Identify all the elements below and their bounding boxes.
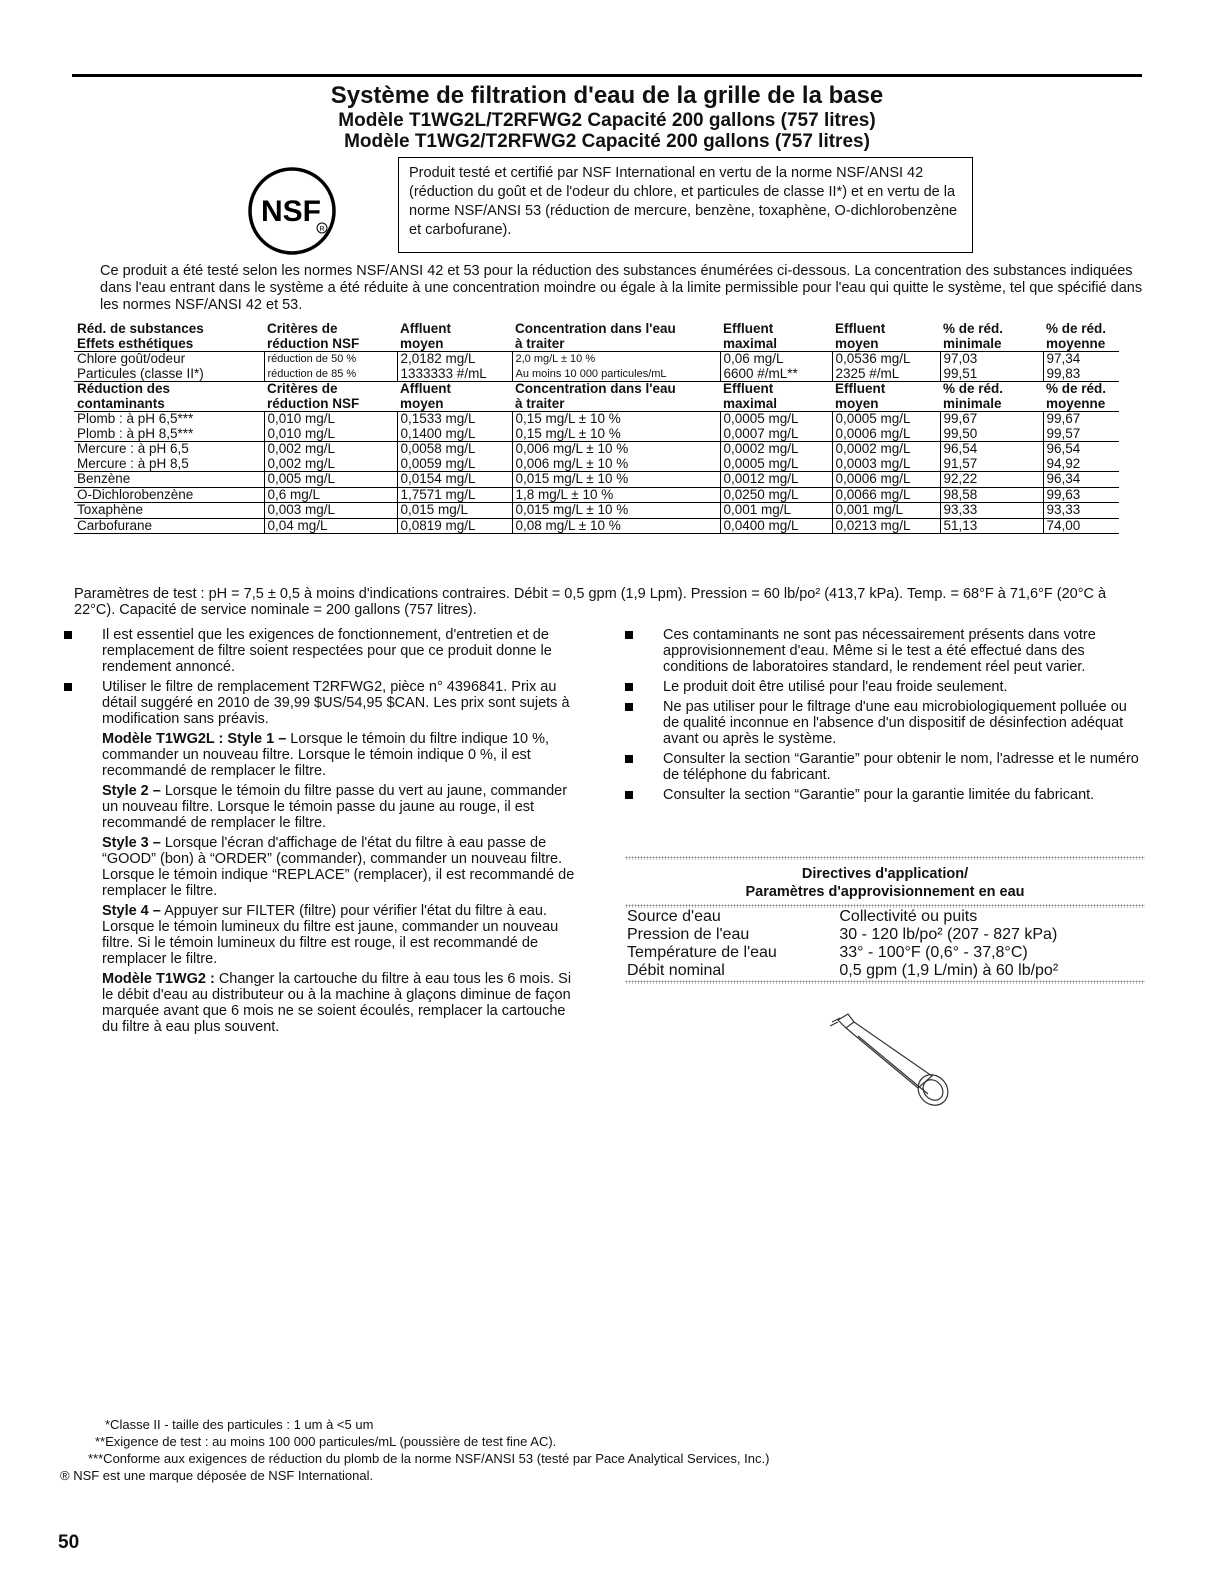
- table-row: Source d'eau Collectivité ou puits: [627, 908, 978, 925]
- column-header: Effluent moyen: [835, 322, 886, 351]
- bullet-square-icon: [625, 755, 633, 763]
- bullet-square-icon: [64, 631, 72, 639]
- table-header-row: [74, 322, 1119, 352]
- table-cell: 97,03: [940, 352, 1043, 367]
- footnote: **Exigence de test : au moins 100 000 particules/mL (poussière de test fine AC).: [95, 1434, 557, 1449]
- table-cell: 0,002 mg/L: [264, 442, 397, 457]
- column-header: % de réd. minimale: [940, 382, 1043, 412]
- column-header: Effluent maximal: [720, 382, 832, 412]
- top-rule: [72, 74, 1142, 77]
- table-cell: 0,0536 mg/L: [832, 352, 940, 367]
- left-column: [64, 627, 584, 1039]
- table-cell: 96,34: [1043, 472, 1119, 488]
- table-cell: 0,15 mg/L ± 10 %: [512, 412, 720, 427]
- svg-text:R: R: [319, 226, 325, 233]
- bullet-square-icon: [625, 703, 633, 711]
- table-row: [74, 352, 1119, 367]
- table-cell: 0,001 mg/L: [720, 503, 832, 519]
- list-item: Il est essentiel que les exigences de fonctionnement, d'entretien et de remplacement de filtre soient respectées pour que ce produit donne le rendement annoncé.: [64, 627, 584, 675]
- column-header: % de réd. minimale: [943, 322, 1004, 351]
- column-header: Affluent moyen: [397, 382, 512, 412]
- table-cell: 0,015 mg/L ± 10 %: [512, 503, 720, 519]
- table-row: [74, 427, 1119, 442]
- table-cell: 0,010 mg/L: [264, 412, 397, 427]
- table-cell: Particules (classe II*): [77, 366, 204, 381]
- table-cell: 0,0059 mg/L: [397, 457, 512, 472]
- footnote: ***Conforme aux exigences de réduction du plomb de la norme NSF/ANSI 53 (testé par Pace Analytical Services, Inc.): [88, 1451, 770, 1466]
- trademark-note: ® NSF est une marque déposée de NSF International.: [60, 1468, 374, 1483]
- table-header-row: [74, 382, 1119, 412]
- table-cell: 0,0007 mg/L: [720, 427, 832, 442]
- table-cell: 0,0066 mg/L: [832, 487, 940, 503]
- table-cell: Plomb : à pH 6,5***: [74, 412, 264, 427]
- table-cell: 0,006 mg/L ± 10 %: [512, 457, 720, 472]
- column-header: Concentration dans l'eau à traiter: [515, 322, 676, 351]
- table-cell: réduction de 50 %: [264, 352, 397, 367]
- table-cell: 98,58: [940, 487, 1043, 503]
- list-item: Utiliser le filtre de remplacement T2RFWG2, pièce n° 4396841. Prix au détail suggéré en 2010 de 39,99 $US/54,95 $CAN. Les prix sont sujets à modification sans préavis.: [64, 679, 584, 727]
- table-row: Débit nominal 0,5 gpm (1,9 L/min) à 60 lb/po²: [627, 962, 1059, 979]
- table-cell: 0,0400 mg/L: [720, 518, 832, 534]
- table-cell: 0,0003 mg/L: [832, 457, 940, 472]
- table-row: Pression de l'eau 30 - 120 lb/po² (207 - 827 kPa): [627, 926, 1058, 943]
- table-row: [74, 442, 1119, 457]
- table-cell: 0,0005 mg/L: [832, 412, 940, 427]
- table-cell: 97,34: [1043, 352, 1119, 367]
- table-cell: Chlore goût/odeur: [74, 352, 264, 367]
- table-row: [74, 518, 1119, 534]
- model-subtitle-2: Modèle T1WG2/T2RFWG2 Capacité 200 gallons (757 litres): [344, 131, 870, 152]
- table-cell: 0,0002 mg/L: [832, 442, 940, 457]
- bullet-square-icon: [625, 791, 633, 799]
- table-cell: 1333333 #/mL: [397, 367, 512, 382]
- table-cell: réduction de 85 %: [264, 367, 397, 382]
- page-number: 50: [58, 1532, 80, 1553]
- column-header: % de réd. moyenne: [1043, 382, 1119, 412]
- table-cell: 0,005 mg/L: [264, 472, 397, 488]
- table-cell: 0,04 mg/L: [264, 518, 397, 534]
- nsf-certification-box: Produit testé et certifié par NSF International en vertu de la norme NSF/ANSI 42 (réduction du goût et de l'odeur du chlore, et particules de classe II*) et en vertu de la norme NSF/ANSI 53 (réduction de mercure, benzène, toxaphène, O-dichlorobenzène et carbofurane).: [398, 157, 973, 253]
- table-cell: Toxaphène: [74, 503, 264, 519]
- right-column: [625, 627, 1145, 807]
- table-cell: 94,92: [1043, 457, 1119, 472]
- table-row: [74, 503, 1119, 519]
- table-cell: 0,0006 mg/L: [832, 427, 940, 442]
- table-cell: 0,001 mg/L: [832, 503, 940, 519]
- column-header: Critères de réduction NSF: [264, 382, 397, 412]
- footnotes: [60, 1416, 1160, 1484]
- table-cell: Plomb : à pH 8,5***: [77, 426, 194, 441]
- list-item: Consulter la section “Garantie” pour la garantie limitée du fabricant.: [625, 787, 1145, 803]
- list-item: Le produit doit être utilisé pour l'eau froide seulement.: [625, 679, 1145, 695]
- column-header: % de réd. moyenne: [1046, 322, 1107, 351]
- table-cell: 0,1533 mg/L: [397, 412, 512, 427]
- table-cell: 99,50: [940, 427, 1043, 442]
- column-header: Concentration dans l'eau à traiter: [512, 382, 720, 412]
- model-subtitle-1: Modèle T1WG2L/T2RFWG2 Capacité 200 gallons (757 litres): [338, 110, 876, 131]
- table-cell: Mercure : à pH 6,5: [74, 442, 264, 457]
- list-item: Ces contaminants ne sont pas nécessairement présents dans votre approvisionnement d'eau. Même si le test a été effectué dans des conditions de laboratoires standard, le rendement réel peut varier.: [625, 627, 1145, 675]
- table-cell: 6600 #/mL**: [720, 367, 832, 382]
- footnote: *Classe II - taille des particules : 1 um à <5 um: [105, 1417, 374, 1432]
- table-cell: 2,0 mg/L ± 10 %: [512, 352, 720, 367]
- table-cell: 1,8 mg/L ± 10 %: [512, 487, 720, 503]
- dotted-divider: [625, 856, 1145, 860]
- water-filter-cartridge-illustration: [818, 1010, 968, 1110]
- column-header: Réd. de substances Effets esthétiques: [77, 322, 204, 351]
- table-cell: 99,51: [940, 367, 1043, 382]
- list-item: Ne pas utiliser pour le filtrage d'une eau microbiologiquement polluée ou de qualité inconnue en l'absence d'un dispositif de désinfection adéquat avant ou après le système.: [625, 699, 1145, 747]
- table-cell: Carbofurane: [74, 518, 264, 534]
- table-cell: 91,57: [940, 457, 1043, 472]
- table-cell: 51,13: [940, 518, 1043, 534]
- style-2-instruction: Style 2 – Lorsque le témoin du filtre passe du vert au jaune, commander un nouveau filtre. Lorsque le témoin passe du jaune au rouge, il est recommandé de remplacer le filtre.: [102, 783, 568, 831]
- bullet-square-icon: [64, 683, 72, 691]
- table-cell: 0,0058 mg/L: [397, 442, 512, 457]
- table-cell: 96,54: [1043, 442, 1119, 457]
- table-cell: 0,0250 mg/L: [720, 487, 832, 503]
- table-cell: 0,015 mg/L ± 10 %: [512, 472, 720, 488]
- style-1-instruction: Modèle T1WG2L : Style 1 – Lorsque le témoin du filtre indique 10 %, commander un nouveau filtre. Lorsque le témoin indique 0 %, il est recommandé de remplacer le filtre.: [102, 731, 550, 779]
- page-header: [72, 82, 1142, 152]
- column-header: Effluent maximal: [723, 322, 778, 351]
- table-cell: 0,0002 mg/L: [720, 442, 832, 457]
- bullet-square-icon: [625, 683, 633, 691]
- table-cell: 0,0213 mg/L: [832, 518, 940, 534]
- table-cell: 0,0012 mg/L: [720, 472, 832, 488]
- table-cell: 99,63: [1043, 487, 1119, 503]
- list-item: Consulter la section “Garantie” pour obtenir le nom, l'adresse et le numéro de téléphone du fabricant.: [625, 751, 1145, 783]
- table-cell: 92,22: [940, 472, 1043, 488]
- table-cell: 0,08 mg/L ± 10 %: [512, 518, 720, 534]
- bullet-square-icon: [625, 631, 633, 639]
- table-cell: 74,00: [1043, 518, 1119, 534]
- table-cell: 93,33: [940, 503, 1043, 519]
- table-cell: 99,67: [940, 412, 1043, 427]
- test-parameters: Paramètres de test : pH = 7,5 ± 0,5 à moins d'indications contraires. Débit = 0,5 gpm (1,9 Lpm). Pression = 60 lb/po² (413,7 kPa). Temp. = 68°F à 71,6°F (20°C à 22°C). Capacité de service nominale = 200 gallons (757 litres).: [74, 586, 1107, 618]
- table-cell: O-Dichlorobenzène: [74, 487, 264, 503]
- page-title: Système de filtration d'eau de la grille de la base: [330, 82, 884, 109]
- style-3-instruction: Style 3 – Lorsque l'écran d'affichage de l'état du filtre à eau passe de “GOOD” (bon) à “ORDER” (commander), commander un nouveau filtre. Lorsque le témoin indique “REPLACE” (remplacer), il est recommandé de remplacer le filtre.: [102, 835, 575, 899]
- table-row: [74, 487, 1119, 503]
- table-row: [74, 457, 1119, 472]
- table-cell: 0,6 mg/L: [264, 487, 397, 503]
- table-cell: Au moins 10 000 particules/mL: [512, 367, 720, 382]
- table-cell: 0,1400 mg/L: [397, 427, 512, 442]
- guidelines-heading: Directives d'application/ Paramètres d'approvisionnement en eau: [745, 866, 1025, 900]
- table-cell: 0,002 mg/L: [264, 457, 397, 472]
- guidelines-table: [625, 908, 1145, 980]
- model-t1wg2-instruction: Modèle T1WG2 : Changer la cartouche du filtre à eau tous les 6 mois. Si le débit d'eau au distributeur ou à la machine à glaçons diminue de façon marquée avant que 6 mois ne se soient écoulés, remplacer la cartouche du filtre à eau plus souvent.: [102, 971, 572, 1035]
- table-cell: 0,0005 mg/L: [720, 412, 832, 427]
- column-header: Réduction des contaminants: [74, 382, 264, 412]
- table-cell: 0,15 mg/L ± 10 %: [512, 427, 720, 442]
- table-row: [74, 472, 1119, 488]
- nsf-logo: [247, 166, 337, 256]
- application-guidelines: [625, 856, 1145, 984]
- performance-data-table: [74, 322, 1119, 534]
- table-row: [74, 367, 1119, 382]
- table-cell: 0,006 mg/L ± 10 %: [512, 442, 720, 457]
- svg-text:NSF: NSF: [261, 195, 321, 228]
- table-cell: 96,54: [940, 442, 1043, 457]
- table-row: Température de l'eau 33° - 100°F (0,6° - 37,8°C): [627, 944, 1028, 961]
- table-row: [74, 412, 1119, 427]
- column-header: Critères de réduction NSF: [267, 322, 360, 351]
- table-cell: 0,010 mg/L: [264, 427, 397, 442]
- table-cell: 0,0154 mg/L: [397, 472, 512, 488]
- table-cell: 0,06 mg/L: [720, 352, 832, 367]
- table-cell: Benzène: [74, 472, 264, 488]
- column-header: Affluent moyen: [400, 322, 451, 351]
- table-cell: 99,83: [1043, 367, 1119, 382]
- table-cell: 0,003 mg/L: [264, 503, 397, 519]
- table-cell: 0,0819 mg/L: [397, 518, 512, 534]
- dotted-divider: [625, 980, 1145, 984]
- table-cell: 2325 #/mL: [832, 367, 940, 382]
- table-cell: 99,57: [1043, 427, 1119, 442]
- table-cell: Mercure : à pH 8,5: [77, 456, 189, 471]
- column-header: Effluent moyen: [832, 382, 940, 412]
- table-cell: 99,67: [1043, 412, 1119, 427]
- style-4-instruction: Style 4 – Appuyer sur FILTER (filtre) pour vérifier l'état du filtre à eau. Lorsque le témoin lumineux du filtre est jaune, commander un nouveau filtre. Si le témoin lumineux du filtre est rouge, il est recommandé de remplacer le filtre.: [102, 903, 559, 967]
- table-cell: 93,33: [1043, 503, 1119, 519]
- intro-paragraph: Ce produit a été testé selon les normes NSF/ANSI 42 et 53 pour la réduction des substances énumérées ci-dessous. La concentration des substances indiquées dans l'eau entrant dans le système a été réduite à une concentration moindre ou égale à la limite permissible pour l'eau qui quitte le système, tel que spécifié dans les normes NSF/ANSI 42 et 53.: [100, 263, 1143, 313]
- table-cell: 1,7571 mg/L: [397, 487, 512, 503]
- table-cell: 0,0006 mg/L: [832, 472, 940, 488]
- table-cell: 0,015 mg/L: [397, 503, 512, 519]
- table-cell: 2,0182 mg/L: [397, 352, 512, 367]
- table-cell: 0,0005 mg/L: [720, 457, 832, 472]
